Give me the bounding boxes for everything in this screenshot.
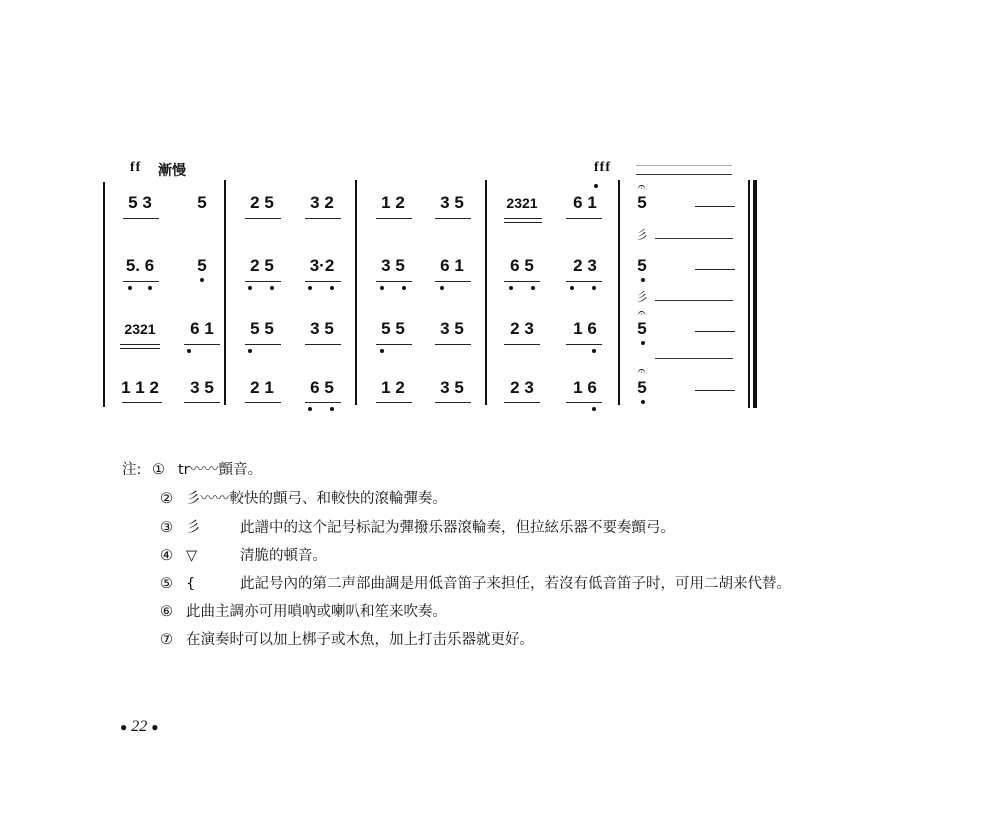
underline — [305, 344, 341, 345]
octave-dot — [248, 349, 252, 353]
note-r1-m1b: 5 — [197, 193, 207, 212]
tremolo-sign: 彡 — [636, 290, 649, 304]
note-number: ⑥ — [160, 604, 173, 620]
underline — [504, 402, 540, 403]
underline — [305, 281, 341, 282]
note-symbol: 彡〰〰 — [186, 491, 230, 507]
octave-dot — [148, 286, 152, 290]
note-r3-end: 5 — [637, 319, 647, 338]
underline — [305, 402, 341, 403]
octave-dot — [594, 184, 598, 188]
underline — [245, 218, 281, 219]
tie-dash — [695, 269, 735, 270]
note-line-7 — [160, 628, 534, 649]
underline — [504, 222, 542, 223]
tie-dash — [695, 331, 735, 332]
note-r3-m2a: 5 5 — [250, 319, 274, 338]
underline — [245, 402, 281, 403]
note-r4-m4a: 2 3 — [510, 378, 534, 397]
note-r2-end: 5 — [637, 256, 647, 275]
note-line-5 — [160, 572, 791, 593]
note-r3-m1b: 6 1 — [190, 319, 214, 338]
note-r3-m1a: 2321 — [124, 321, 156, 337]
tremolo-sign: 彡 — [636, 228, 649, 242]
note-number: ⑦ — [160, 632, 173, 648]
note-r4-m4b: 1 6 — [573, 378, 597, 397]
note-symbol: ▽ — [186, 548, 198, 564]
octave-dot — [509, 286, 513, 290]
underline — [435, 344, 471, 345]
notes-intro: 注: — [122, 462, 142, 478]
note-r4-m3a: 1 2 — [381, 378, 405, 397]
tempo-marking: 漸慢 — [158, 163, 186, 179]
note-r1-m3a: 1 2 — [381, 193, 405, 212]
underline — [122, 402, 162, 403]
barline-final-thin — [748, 180, 750, 408]
note-line-4 — [160, 544, 327, 565]
note-r1-m2b: 3 2 — [310, 193, 334, 212]
octave-dot — [248, 286, 252, 290]
page-number-value: 22 — [131, 718, 148, 735]
note-symbol: tr〰〰 — [178, 462, 219, 478]
underline — [120, 348, 160, 349]
octave-dot — [402, 286, 406, 290]
note-number: ① — [152, 462, 165, 478]
barline-4 — [618, 180, 620, 405]
fermata: 𝄐 — [638, 306, 646, 321]
octave-dot — [641, 400, 645, 404]
octave-dot — [308, 407, 312, 411]
octave-dot — [330, 407, 334, 411]
octave-dot — [270, 286, 274, 290]
voice-line — [655, 358, 733, 359]
underline — [245, 344, 281, 345]
note-text: 此曲主調亦可用嗩吶或喇叭和笙来吹奏。 — [186, 604, 447, 620]
barline-1 — [224, 180, 226, 405]
octave-dot — [641, 341, 645, 345]
top-rule-faint — [636, 165, 732, 166]
bullet-icon: ● — [120, 720, 128, 734]
top-rule — [636, 174, 732, 175]
octave-dot — [440, 286, 444, 290]
note-r1-m4b: 6 1 — [573, 193, 597, 212]
left-brace — [103, 182, 105, 407]
octave-dot — [128, 286, 132, 290]
underline — [435, 218, 471, 219]
note-number: ④ — [160, 548, 173, 564]
note-r3-m2b: 3 5 — [310, 319, 334, 338]
underline — [184, 402, 220, 403]
octave-dot — [641, 278, 645, 282]
note-text: 顫音。 — [218, 462, 263, 478]
note-symbol: 彡 — [186, 520, 201, 536]
page-number — [120, 718, 159, 736]
note-r4-m2b: 6 5 — [310, 378, 334, 397]
barline-2 — [355, 180, 357, 405]
note-number: ② — [160, 491, 173, 507]
underline — [504, 218, 542, 219]
octave-dot — [592, 286, 596, 290]
note-line-1 — [122, 458, 262, 479]
note-text: 在演奏时可以加上梆子或木魚，加上打击乐器就更好。 — [186, 632, 534, 648]
tie-dash — [695, 390, 735, 391]
voice-line — [655, 300, 733, 301]
note-text: 清脆的頓音。 — [240, 548, 327, 564]
note-r3-m4a: 2 3 — [510, 319, 534, 338]
dynamic-ff: ff — [130, 160, 142, 175]
note-number: ⑤ — [160, 576, 173, 592]
underline — [504, 344, 540, 345]
note-text: 此譜中的这个記号标記为彈撥乐器滾輪奏，但拉絃乐器不要奏顫弓。 — [240, 520, 675, 536]
note-number: ③ — [160, 520, 173, 536]
note-r1-m3b: 3 5 — [440, 193, 464, 212]
note-line-3 — [160, 516, 675, 537]
underline — [123, 218, 159, 219]
note-r4-m2a: 2 1 — [250, 378, 274, 397]
underline — [120, 344, 160, 345]
note-r3-m3a: 5 5 — [381, 319, 405, 338]
note-r1-m1a: 5 3 — [128, 193, 152, 212]
underline — [376, 344, 412, 345]
note-r2-m2b: 3·2 — [309, 256, 335, 275]
underline — [566, 344, 602, 345]
note-r2-m2a: 2 5 — [250, 256, 274, 275]
note-r2-m3b: 6 1 — [440, 256, 464, 275]
note-r3-m4b: 1 6 — [573, 319, 597, 338]
underline — [376, 218, 412, 219]
note-r4-end: 5 — [637, 378, 647, 397]
octave-dot — [330, 286, 334, 290]
underline — [566, 218, 602, 219]
note-r4-m3b: 3 5 — [440, 378, 464, 397]
underline — [376, 402, 412, 403]
note-r2-m1a: 5. 6 — [125, 256, 155, 275]
bullet-icon: ● — [151, 720, 159, 734]
score-system — [100, 180, 760, 410]
octave-dot — [380, 286, 384, 290]
octave-dot — [308, 286, 312, 290]
underline — [123, 281, 159, 282]
underline — [245, 281, 281, 282]
octave-dot — [200, 278, 204, 282]
note-text: 此記号內的第二声部曲調是用低音笛子来担任，若沒有低音笛子时，可用二胡来代替。 — [240, 576, 791, 592]
note-line-2 — [160, 487, 447, 508]
underline — [566, 281, 602, 282]
octave-dot — [592, 407, 596, 411]
octave-dot — [531, 286, 535, 290]
note-line-6 — [160, 600, 447, 621]
underline — [435, 281, 471, 282]
octave-dot — [380, 349, 384, 353]
underline — [435, 402, 471, 403]
dynamic-fff: fff — [594, 160, 611, 175]
note-r2-m4b: 2 3 — [573, 256, 597, 275]
underline — [376, 281, 412, 282]
note-r2-m3a: 3 5 — [381, 256, 405, 275]
fermata: 𝄐 — [638, 180, 646, 195]
octave-dot — [592, 349, 596, 353]
note-r2-m4a: 6 5 — [510, 256, 534, 275]
note-symbol: { — [186, 576, 196, 592]
octave-dot — [187, 349, 191, 353]
octave-dot — [570, 286, 574, 290]
note-r4-m1a: 1 1 2 — [121, 378, 159, 397]
underline — [184, 344, 220, 345]
note-text: 較快的顫弓、和較快的滾輪彈奏。 — [229, 491, 447, 507]
barline-3 — [485, 180, 487, 405]
note-r2-m1b: 5 — [197, 256, 207, 275]
fermata: 𝄐 — [638, 364, 646, 379]
note-r4-m1b: 3 5 — [190, 378, 214, 397]
note-r1-m4a: 2321 — [506, 195, 538, 211]
tie-dash — [695, 206, 735, 207]
underline — [504, 281, 540, 282]
note-r1-end: 5 — [637, 193, 647, 212]
underline — [305, 218, 341, 219]
underline — [566, 402, 602, 403]
voice-line — [655, 238, 733, 239]
note-r3-m3b: 3 5 — [440, 319, 464, 338]
barline-final-thick — [753, 180, 757, 408]
note-r1-m2a: 2 5 — [250, 193, 274, 212]
